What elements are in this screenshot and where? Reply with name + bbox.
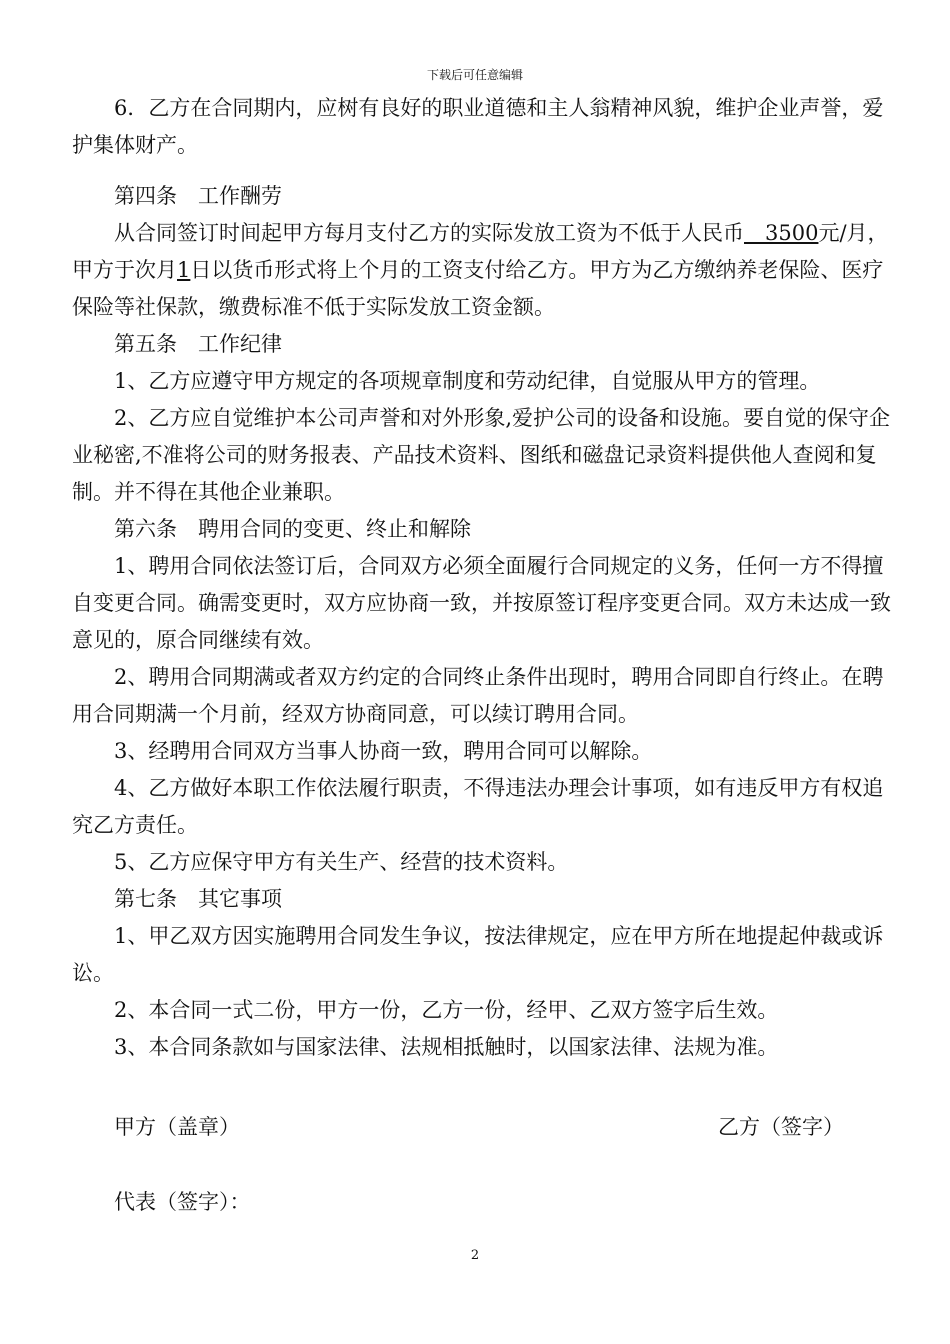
header-note: 下载后可任意编辑 xyxy=(426,68,523,82)
party-a-seal-label: 甲方（盖章） xyxy=(114,1115,240,1139)
article-7-item: 3、本合同条款如与国家法律、法规相抵触时，以国家法律、法规为准。 xyxy=(114,1035,779,1059)
article-7-item: 2、本合同一式二份，甲方一份，乙方一份，经甲、乙双方签字后生效。 xyxy=(114,998,779,1022)
article-6-title: 第六条 聘用合同的变更、终止和解除 xyxy=(114,517,471,541)
article-6-item: 1、聘用合同依法签订后，合同双方必须全面履行合同规定的义务，任何一方不得擅自变更合同。确需变更时，双方应协商一致，并按原签订程序变更合同。双方未达成一致意见的，原合同继续有效。 xyxy=(72,554,891,652)
salary-amount: 3500 xyxy=(744,221,819,245)
article-5-title: 第五条 工作纪律 xyxy=(114,332,282,356)
article-6-item: 3、经聘用合同双方当事人协商一致，聘用合同可以解除。 xyxy=(114,739,653,763)
salary-mid-text: 元/月，甲方于次月 xyxy=(72,221,889,282)
article-7-item: 1、甲乙双方因实施聘用合同发生争议，按法律规定，应在甲方所在地提起仲裁或诉讼。 xyxy=(72,924,884,985)
article-5-item: 2、乙方应自觉维护本公司声誉和对外形象,爱护公司的设备和设施。要自觉的保守企业秘密,不准将公司的财务报表、产品技术资料、图纸和磁盘记录资料提供他人查阅和复制。并不得在其他企业兼职。 xyxy=(72,406,891,504)
article-7-title: 第七条 其它事项 xyxy=(114,887,282,911)
pay-day: 1 xyxy=(177,258,191,282)
representative-signature-label: 代表（签字）： xyxy=(114,1190,251,1214)
article-4-title: 第四条 工作酬劳 xyxy=(114,184,282,208)
article-6-item: 5、乙方应保守甲方有关生产、经营的技术资料。 xyxy=(114,850,569,874)
article-5-item: 1、乙方应遵守甲方规定的各项规章制度和劳动纪律，自觉服从甲方的管理。 xyxy=(114,369,821,393)
clause-6: 6．乙方在合同期内，应树有良好的职业道德和主人翁精神风貌，维护企业声誉，爱护集体财产。 xyxy=(72,96,884,157)
party-b-signature-label: 乙方（签字） xyxy=(718,1115,844,1139)
article-6-item: 4、乙方做好本职工作依法履行职责，不得违法办理会计事项，如有违反甲方有权追究乙方责任。 xyxy=(72,776,884,837)
article-6-item: 2、聘用合同期满或者双方约定的合同终止条件出现时，聘用合同即自行终止。在聘用合同期满一个月前，经双方协商同意，可以续订聘用合同。 xyxy=(72,665,884,726)
article-4-text xyxy=(72,215,892,326)
salary-pre-text: 从合同签订时间起甲方每月支付乙方的实际发放工资为不低于人民币 xyxy=(114,221,744,245)
contract-body xyxy=(72,90,892,1066)
signature-row xyxy=(114,1111,844,1141)
page-number: 2 xyxy=(470,1248,480,1263)
salary-post-text: 日以货币形式将上个月的工资支付给乙方。甲方为乙方缴纳养老保险、医疗保险等社保款，缴费标准不低于实际发放工资金额。 xyxy=(72,258,884,319)
